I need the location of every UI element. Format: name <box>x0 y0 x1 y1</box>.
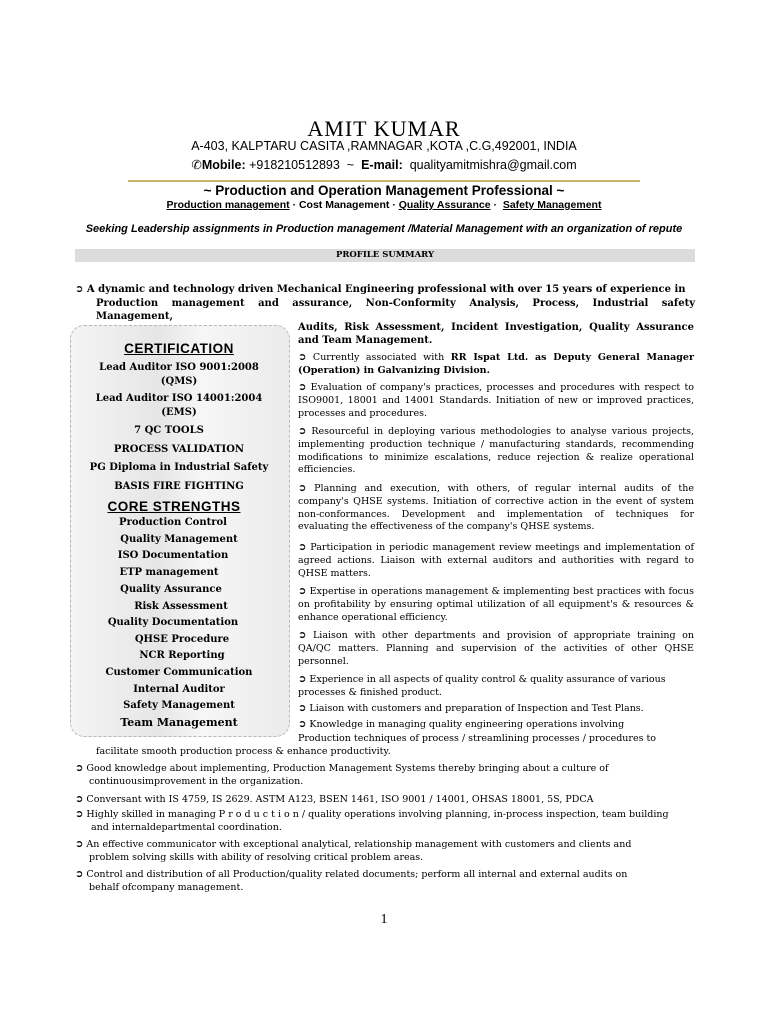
arrow-bullet-icon: ➲ <box>75 869 84 880</box>
arrow-bullet-icon: ➲ <box>75 809 84 820</box>
arrow-bullet-icon: ➲ <box>298 586 307 597</box>
certification-item: PROCESS VALIDATION <box>113 444 245 455</box>
arrow-bullet-icon: ➲ <box>298 674 307 685</box>
strength-item: Customer Communication <box>105 667 253 678</box>
header-divider <box>128 180 640 182</box>
bullet-dot: · <box>292 199 297 211</box>
focus-area: Cost Management <box>298 199 390 211</box>
arrow-bullet-icon: ➲ <box>75 763 84 774</box>
strength-item: Quality Documentation <box>107 617 239 628</box>
certification-item: PG Diploma in Industrial Safety <box>89 462 269 473</box>
summary-bullet: ➲ Participation in periodic management review meetings and implementation of agreed actions. Liaison with external auditors and authorities with regard to QHSE matters. <box>298 542 694 579</box>
strength-item: Internal Auditor <box>133 684 225 695</box>
certification-item: Lead Auditor ISO 9001:2008 <box>99 362 259 373</box>
contact-line <box>0 157 768 172</box>
focus-area: Production management <box>166 199 290 211</box>
mobile-label: Mobile: <box>201 158 246 172</box>
summary-bullet: ➲ Control and distribution of all Production/quality related documents; perform all internal and external audits on behalf ofcompany management. <box>75 869 628 893</box>
bullet-dot: · <box>493 199 497 211</box>
strength-item: Quality Assurance <box>120 584 222 595</box>
strength-item: Team Management <box>120 716 238 729</box>
summary-bullet: ➲ Evaluation of company's practices, processes and procedures with respect to ISO9001, 18001 and 14001 Standards. Initiation of new or improved practices, processes and procedures. <box>298 382 694 419</box>
summary-bullet-line: Production techniques of process / streamlining processes / procedures to <box>298 733 657 744</box>
strength-item: ISO Documentation <box>117 550 229 561</box>
summary-bullet: ➲ Planning and execution, with others, of regular internal audits of the company's QHSE systems. Initiation of corrective action in the event of system non-conformances. Development and implementation of techniques for evaluating the effectiveness of the company's QHSE systems. <box>298 483 694 533</box>
summary-bullet: ➲ Currently associated with RR Ispat Ltd. as Deputy General Manager (Operation) in Galvanizing Division. <box>298 352 694 376</box>
email-label: E-mail: <box>361 158 403 172</box>
summary-bullet: ➲ Liaison with other departments and provision of appropriate training on QA/QC matters. Planning and supervision of the activities of other QHSE personnel. <box>298 630 694 667</box>
certification-item: 7 QC TOOLS <box>134 425 204 436</box>
candidate-name: AMIT KUMAR <box>307 116 461 141</box>
page-number: 1 <box>380 912 388 927</box>
strength-item: Production Control <box>119 517 227 528</box>
strength-item: Safety Management <box>123 700 235 711</box>
section-title-profile-summary: PROFILE SUMMARY <box>75 249 695 262</box>
summary-bullet-line: facilitate smooth production process & enhance productivity. <box>96 746 391 757</box>
arrow-bullet-icon: ➲ <box>298 719 307 730</box>
summary-bullet: ➲ Expertise in operations management & implementing best practices with focus on profitability by ensuring optimal utilization of all equipment's & resources & enhance operational efficiency. <box>298 586 694 623</box>
strength-item: Risk Assessment <box>134 601 228 612</box>
strength-item: ETP management <box>119 567 219 578</box>
focus-areas <box>0 199 768 211</box>
certification-item: BASIS FIRE FIGHTING <box>114 481 244 492</box>
email-value[interactable]: qualityamitmishra@gmail.com <box>409 158 577 172</box>
strength-item: Quality Management <box>120 534 238 545</box>
arrow-bullet-icon: ➲ <box>298 630 307 641</box>
strength-item: QHSE Procedure <box>134 634 230 645</box>
address-line: A-403, KALPTARU CASITA ,RAMNAGAR ,KOTA ,C.G,492001, INDIA <box>191 139 577 153</box>
summary-bullet: ➲ Highly skilled in managing P r o d u c t i o n / quality operations involving planning, in-process inspection, team building and internaldepartmental coordination. <box>75 809 669 833</box>
arrow-bullet-icon: ➲ <box>298 483 307 494</box>
core-strengths-heading: CORE STRENGTHS <box>107 499 241 514</box>
arrow-bullet-icon: ➲ <box>298 426 307 437</box>
summary-bullet: ➲ Resourceful in deploying various methodologies to analyse various projects, implementing production technique / manufacturing standards, recommending modifications to minimize escalations, reduce rejection & realize operational efficiencies. <box>298 426 694 476</box>
focus-area: Quality Assurance <box>398 199 491 211</box>
objective-statement: Seeking Leadership assignments in Production management /Material Management with an organization of repute <box>85 223 683 235</box>
contact-separator: ~ <box>346 158 355 172</box>
summary-bullet: ➲ Knowledge in managing quality engineering operations involving <box>298 719 625 730</box>
arrow-bullet-icon: ➲ <box>298 382 307 393</box>
focus-area: Safety Management <box>502 199 602 211</box>
summary-bullet: ➲ Conversant with IS 4759, IS 2629. ASTM A123, BSEN 1461, ISO 9001 / 14001, OHSAS 18001, 5S, PDCA <box>75 794 594 805</box>
intro-continuation: Audits, Risk Assessment, Incident Investigation, Quality Assurance and Team Management. <box>298 322 694 346</box>
arrow-bullet-icon: ➲ <box>75 839 84 850</box>
strength-item: NCR Reporting <box>139 650 225 661</box>
arrow-bullet-icon: ➲ <box>298 352 307 363</box>
phone-icon: ✆ <box>191 158 202 172</box>
certification-item: (EMS) <box>161 407 197 418</box>
arrow-bullet-icon: ➲ <box>298 542 307 553</box>
arrow-bullet-icon: ➲ <box>75 794 84 805</box>
intro-line: A dynamic and technology driven Mechanical Engineering professional with over 15 years of experience in <box>86 284 686 295</box>
summary-bullet: ➲ Liaison with customers and preparation of Inspection and Test Plans. <box>298 703 644 714</box>
certification-item: (QMS) <box>160 376 198 387</box>
summary-bullet: ➲ An effective communicator with exceptional analytical, relationship management with customers and clients and problem solving skills with ability of resolving critical problem areas. <box>75 839 632 863</box>
intro-line: Production management and assurance, Non-Conformity Analysis, Process, Industrial safety Management, <box>96 297 695 322</box>
arrow-bullet-icon: ➲ <box>298 703 307 714</box>
certification-item: Lead Auditor ISO 14001:2004 <box>95 393 263 404</box>
mobile-value: +918210512893 <box>249 158 340 172</box>
summary-bullet: ➲ Experience in all aspects of quality control & quality assurance of various processes & finished product. <box>298 674 666 698</box>
certification-heading: CERTIFICATION <box>124 341 234 356</box>
summary-bullet: ➲ Good knowledge about implementing, Production Management Systems thereby bringing about a culture of continuousimprovement in the organization. <box>75 763 609 787</box>
bullet-dot: · <box>392 199 396 211</box>
professional-headline: ~ Production and Operation Management Professional ~ <box>203 183 565 198</box>
arrow-bullet-icon: ➲ <box>75 284 84 295</box>
